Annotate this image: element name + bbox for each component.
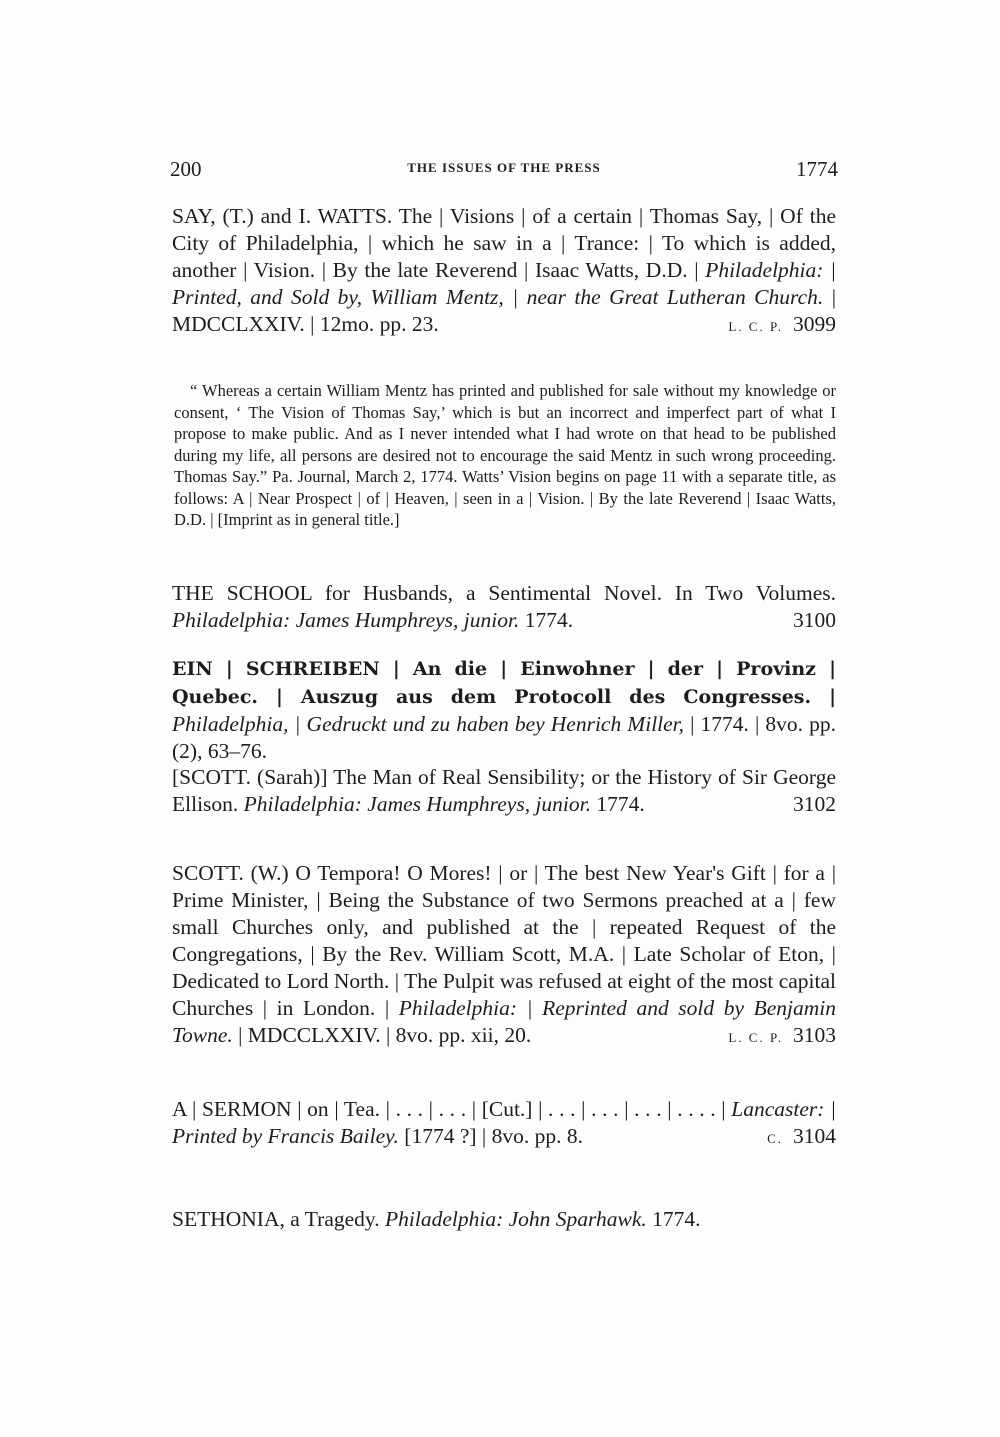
- entry-heading: [SCOTT. (Sarah)]: [172, 765, 328, 789]
- entry-heading: A | SERMON: [172, 1097, 292, 1121]
- entry-ref: [783, 607, 836, 634]
- entry-number: 3100: [793, 608, 836, 632]
- entry-text: for Husbands, a Sentimental Novel. In Two Volumes.: [311, 581, 836, 605]
- entry-text: O Tempora! O Mores! | or | The best New Year's Gift | for a | Prime Minister, | Being the Substance of two Sermons preached at a | few small Churches only, and published at the | repeated Request of the Congregations, | By the Rev. William Scott, M.A. | Late Scholar of Eton, | Dedicated to Lord North. | The Pulpit was refused at eight of the most capital Churches | in London. |: [172, 861, 836, 1020]
- entry-tail: 1774.: [591, 792, 645, 816]
- entry-text: The Man of Real Sensibility; or the History of Sir George Ellison.: [172, 765, 836, 816]
- library-location: C.: [767, 1131, 783, 1146]
- entry-ref: [753, 1123, 836, 1152]
- entry-heading: THE SCHOOL: [172, 581, 312, 605]
- entry-3100: [172, 580, 836, 634]
- entry-text: The | Visions | of a certain | Thomas Say, | Of the City of Philadelphia, | which he saw in a | Trance: | To which is added, another | Vision. | By the late Reverend | Isaac Watts, D.D. |: [172, 204, 836, 282]
- entry-number: 3099: [793, 312, 836, 336]
- entry-imprint: Philadelphia: John Sparhawk.: [385, 1207, 647, 1231]
- entry-tail: | MDCCLXXIV. | 12mo. pp. 23.: [172, 285, 837, 336]
- running-year: 1774: [796, 157, 838, 181]
- entry-tail: | 1774. | 8vo. pp. (2), 63–76.: [172, 712, 837, 763]
- entry-tail: 1774.: [519, 608, 574, 632]
- entry-tail: [1774 ?] | 8vo. pp. 8.: [398, 1124, 583, 1148]
- entry-number: 3102: [793, 792, 836, 816]
- entry-number: 3103: [793, 1023, 836, 1047]
- entry-heading: EIN | SCHREIBEN: [172, 658, 380, 680]
- running-title: THE ISSUES OF THE PRESS: [407, 160, 601, 175]
- entry-heading: SETHONIA,: [172, 1207, 285, 1231]
- entry-text: | An die | Einwohner | der | Provinz | Quebec. | Auszug aus dem Protocoll des Congresses. |: [172, 658, 836, 708]
- entry-ref: [714, 311, 836, 340]
- entry-heading: SAY, (T.) and I. WATTS.: [172, 204, 393, 228]
- entry-ref: [714, 1022, 836, 1051]
- library-location: L. C. P.: [728, 319, 783, 334]
- entry-text: a Tragedy.: [284, 1207, 386, 1231]
- entry-3104: [172, 1096, 836, 1152]
- entry-tail: 1774.: [646, 1207, 701, 1231]
- entry-imprint: Philadelphia: James Humphreys, junior.: [172, 608, 520, 632]
- entry-3099: [172, 203, 836, 340]
- page-number: 200: [170, 157, 202, 181]
- entry-3103: [172, 860, 836, 1051]
- entry-sethonia: [172, 1206, 836, 1233]
- entry-heading: SCOTT. (W.): [172, 861, 289, 885]
- entry-number: 3104: [793, 1124, 836, 1148]
- entry-imprint: Philadelphia: James Humphreys, junior.: [243, 792, 592, 816]
- entry-imprint: Lancaster: | Printed by Francis Bailey.: [172, 1097, 836, 1148]
- library-location: L. C. P.: [728, 1030, 783, 1045]
- entry-tail: | MDCCLXXIV. | 8vo. pp. xii, 20.: [232, 1023, 532, 1047]
- entry-ref: [783, 791, 836, 818]
- running-head: [170, 157, 838, 187]
- entry-imprint: Philadelphia: | Printed, and Sold by, William Mentz, | near the Great Lutheran Church.: [172, 258, 836, 309]
- footnote-3099: [174, 380, 836, 531]
- entry-imprint: Philadelphia: | Reprinted and sold by Benjamin Towne.: [172, 996, 836, 1047]
- entry-text: | on | Tea. | . . . | . . . | [Cut.] | . . . | . . . | . . . | . . . . |: [291, 1097, 732, 1121]
- footnote-text: “ Whereas a certain William Mentz has printed and published for sale without my knowledge or consent, ‘ The Vision of Thomas Say,’ which is but an incorrect and imperfect part of what I propose to make public. And as I never intended what I had wrote on that head to be published during my life, all persons are desired not to encourage the said Mentz in such wrong proceeding. Thomas Say.” Pa. Journal, March 2, 1774. Watts’ Vision begins on page 11 with a separate title, as follows: A | Near Prospect | of | Heaven, | seen in a | Vision. | By the late Reverend | Isaac Watts, D.D. | [Imprint as in general title.]: [174, 381, 836, 529]
- entry-imprint: Philadelphia, | Gedruckt und zu haben bey Henrich Miller,: [172, 712, 685, 736]
- entry-german: [172, 655, 836, 765]
- entry-3102: [172, 764, 836, 818]
